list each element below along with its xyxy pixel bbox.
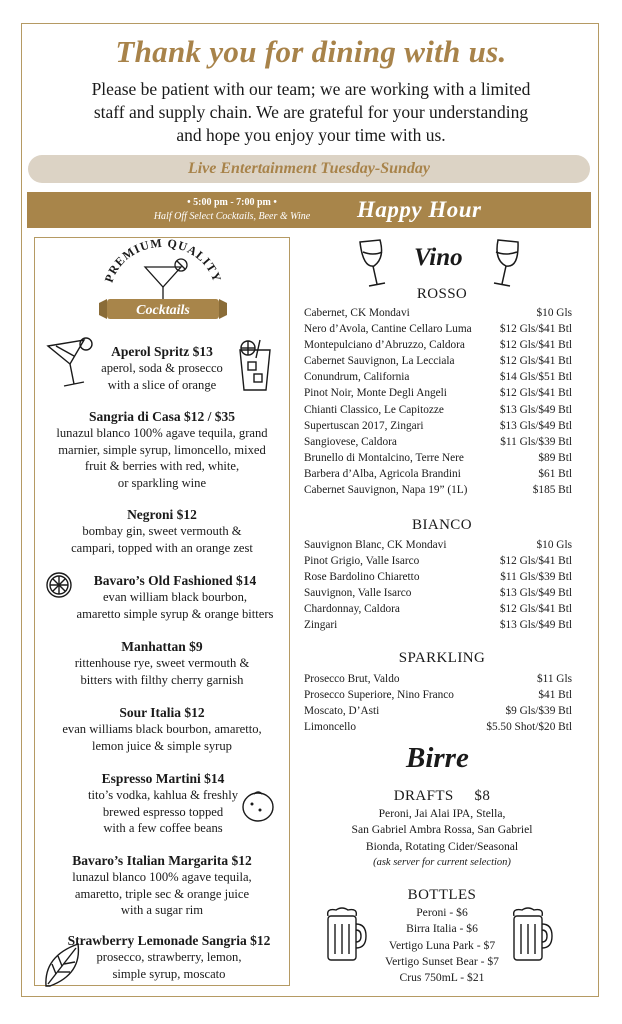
wine-glass-icon [488, 238, 524, 290]
intro-line: Please be patient with our team; we are working with a limited [91, 79, 531, 99]
wine-price: $12 Gls/$41 Btl [499, 355, 572, 368]
list-item [304, 305, 572, 321]
wine-price: $41 Btl [538, 689, 572, 702]
birre-title: Birre [406, 742, 469, 774]
list-item [304, 719, 572, 735]
wine-price: $11 Gls/$39 Btl [500, 571, 572, 584]
wine-price: $12 Gls/$41 Btl [499, 555, 572, 568]
cocktail-desc: amaretto, triple sec & orange juice [74, 886, 250, 901]
cocktail-item [38, 408, 286, 491]
wine-name: Prosecco Brut, Valdo [304, 673, 400, 685]
wine-price: $11 Gls [536, 673, 572, 685]
intro-text [40, 78, 582, 147]
cocktail-desc: fruit & berries with red, white, [84, 459, 240, 473]
wine-name: Supertuscan 2017, Zingari [304, 419, 424, 432]
cocktail-item [54, 770, 272, 837]
wine-name: Zingari [304, 619, 338, 632]
list-item [304, 703, 572, 719]
wine-price: $10 Gls [536, 307, 572, 319]
wine-name: Montepulciano d’Abruzzo, Caldora [304, 339, 465, 352]
wine-price: $13 Gls/$49 Btl [499, 587, 572, 600]
wine-price: $12 Gls/$41 Btl [499, 387, 572, 400]
wine-name: Nero d’Avola, Cantine Cellaro Luma [304, 323, 472, 336]
drafts-line: Peroni, Jai Alai IPA, Stella, [378, 807, 506, 820]
cocktail-item [38, 638, 286, 688]
cocktail-desc: rittenhouse rye, sweet vermouth & [74, 656, 250, 670]
cocktail-desc: with a slice of orange [107, 377, 217, 392]
wine-name: Chianti Classico, Le Capitozze [304, 403, 444, 416]
wine-price: $12 Gls/$41 Btl [499, 323, 572, 336]
wine-name: Cabernet Sauvignon, Napa 19” (1L) [304, 484, 468, 497]
cocktail-desc: marnier, simple syrup, limoncello, mixed [58, 442, 266, 457]
cocktail-name: Aperol Spritz $13 [111, 344, 213, 359]
cocktail-item [50, 932, 288, 982]
cocktail-item [98, 343, 226, 393]
cocktail-desc: or sparkling wine [117, 475, 207, 490]
cocktail-name: Manhattan $9 [121, 639, 203, 654]
page-title: Thank you for dining with us. [115, 34, 507, 69]
cocktail-desc: amaretto simple syrup & orange bitters [76, 606, 274, 621]
beer-mug-icon [510, 906, 558, 964]
wine-price: $13 Gls/$49 Btl [499, 619, 572, 632]
rosso-heading: ROSSO [416, 286, 468, 302]
cocktail-name: Bavaro’s Old Fashioned $14 [93, 573, 257, 588]
cocktail-desc: tito’s vodka, kahlua & freshly [87, 788, 239, 802]
wine-price: $10 Gls [536, 539, 572, 551]
happy-hour-title: Happy Hour [357, 197, 482, 222]
cocktails-badge [93, 237, 233, 327]
wine-name: Sauvignon, Valle Isarco [304, 587, 412, 600]
wine-price: $9 Gls/$39 Btl [505, 705, 572, 718]
cocktail-name: Sangria di Casa $12 / $35 [89, 409, 235, 424]
cocktail-item [38, 852, 286, 919]
bottles-heading: BOTTLES [407, 887, 477, 903]
bottle-item: Vertigo Luna Park - $7 [388, 938, 496, 952]
sparkling-list [304, 671, 572, 735]
bottle-item: Peroni - $6 [416, 906, 468, 919]
list-item [304, 450, 572, 466]
wine-name: Conundrum, California [304, 371, 410, 384]
badge-label: Cocktails [136, 303, 190, 318]
list-item [304, 482, 572, 498]
wine-glass-icon [355, 238, 391, 290]
list-item [304, 687, 572, 703]
wine-price: $12 Gls/$41 Btl [499, 603, 572, 616]
list-item [304, 337, 572, 353]
wine-price: $89 Btl [538, 451, 572, 464]
drafts-section [300, 786, 584, 871]
cocktail-desc: simple syrup, moscato [112, 966, 226, 981]
cocktail-desc: with a sugar rim [120, 903, 204, 917]
wine-price: $5.50 Shot/$20 Btl [486, 721, 572, 734]
list-item [304, 601, 572, 617]
wine-price: $11 Gls/$39 Btl [500, 435, 572, 448]
wine-name: Moscato, D’Asti [304, 705, 380, 718]
list-item [304, 617, 572, 633]
list-item [304, 553, 572, 569]
happy-hour-offer: Half Off Select Cocktails, Beer & Wine [153, 211, 311, 222]
happy-hour-time: • 5:00 pm - 7:00 pm • [187, 197, 277, 208]
cocktail-desc: bombay gin, sweet vermouth & [82, 524, 242, 538]
bianco-list [304, 537, 572, 634]
list-item [304, 671, 572, 687]
drafts-heading [300, 786, 584, 806]
cocktail-desc: evan william black bourbon, [102, 590, 248, 604]
list-item [304, 385, 572, 401]
list-item [304, 537, 572, 553]
cocktail-item [60, 572, 290, 622]
cocktail-desc: lemon juice & simple syrup [92, 738, 232, 753]
wine-name: Cabernet, CK Mondavi [304, 307, 410, 319]
drafts-line: Bionda, Rotating Cider/Seasonal [365, 839, 519, 853]
wine-name: Rose Bardolino Chiaretto [304, 571, 420, 584]
cocktail-name: Sour Italia $12 [119, 705, 205, 720]
cocktail-item [38, 704, 286, 754]
list-item [304, 353, 572, 369]
cocktail-desc: lunazul blanco 100% agave tequila, grand [56, 426, 268, 440]
wine-name: Pinot Grigio, Valle Isarco [304, 555, 420, 568]
martini-glass-icon [44, 336, 96, 390]
vino-title: Vino [414, 244, 463, 271]
badge-top-text: PREMIUM QUALITY [101, 237, 225, 285]
citrus-drink-icon [234, 338, 274, 394]
entertainment-banner: Live Entertainment Tuesday-Sunday [28, 155, 590, 183]
wine-name: Chardonnay, Caldora [304, 603, 400, 616]
cocktail-desc: aperol, soda & prosecco [101, 361, 223, 375]
drafts-price: $8 [474, 788, 491, 804]
bottles-section [350, 886, 534, 986]
sparkling-heading: SPARKLING [398, 650, 486, 666]
list-item [304, 402, 572, 418]
badge-martini-icon [145, 259, 187, 300]
wine-name: Prosecco Superiore, Nino Franco [304, 689, 454, 702]
cocktail-desc: bitters with filthy cherry garnish [80, 672, 244, 687]
list-item [304, 418, 572, 434]
drafts-label: DRAFTS [393, 788, 454, 804]
list-item [304, 434, 572, 450]
wine-name: Pinot Noir, Monte Degli Angeli [304, 387, 447, 400]
list-item [304, 585, 572, 601]
wine-name: Limoncello [304, 721, 357, 734]
cocktail-item [38, 506, 286, 556]
cocktail-desc: with a few coffee beans [103, 821, 223, 835]
list-item [304, 369, 572, 385]
wine-price: $13 Gls/$49 Btl [499, 403, 572, 416]
wine-name: Sauvignon Blanc, CK Mondavi [304, 539, 447, 551]
cocktail-desc: brewed espresso topped [102, 804, 224, 819]
bottle-item: Crus 750mL - $21 [399, 971, 485, 985]
cocktail-desc: lunazul blanco 100% agave tequila, [72, 870, 252, 884]
bottle-item: Birra Italia - $6 [406, 922, 478, 936]
drafts-note: (ask server for current selection) [373, 857, 511, 869]
svg-text:PREMIUM QUALITY [102, 237, 225, 284]
cocktail-desc: prosecco, strawberry, lemon, [96, 950, 242, 964]
intro-line: and hope you enjoy your time with us. [176, 125, 446, 145]
list-item [304, 321, 572, 337]
wine-price: $14 Gls/$51 Btl [499, 371, 572, 384]
cocktail-desc: evan williams black bourbon, amaretto, [62, 722, 262, 736]
list-item [304, 569, 572, 585]
wine-name: Sangiovese, Caldora [304, 435, 397, 448]
bottle-item: Vertigo Sunset Bear - $7 [385, 954, 499, 968]
intro-line: staff and supply chain. We are grateful for your understanding [93, 102, 529, 122]
wine-price: $185 Btl [532, 484, 572, 497]
wine-price: $61 Btl [538, 467, 572, 480]
wine-name: Brunello di Montalcino, Terre Nere [304, 451, 464, 464]
rosso-list [304, 305, 572, 498]
happy-hour-bar [27, 192, 591, 228]
drafts-line: San Gabriel Ambra Rossa, San Gabriel [351, 823, 533, 837]
cocktail-name: Strawberry Lemonade Sangria $12 [67, 933, 271, 948]
wine-price: $12 Gls/$41 Btl [499, 339, 572, 352]
cocktail-name: Negroni $12 [127, 507, 197, 522]
wine-price: $13 Gls/$49 Btl [499, 419, 572, 432]
cocktail-name: Espresso Martini $14 [101, 771, 225, 786]
cocktail-desc: campari, topped with an orange zest [71, 540, 253, 555]
list-item [304, 466, 572, 482]
bianco-heading: BIANCO [412, 517, 472, 533]
wine-name: Cabernet Sauvignon, La Lecciala [304, 355, 455, 368]
wine-name: Barbera d’Alba, Agricola Brandini [304, 467, 461, 480]
cocktail-name: Bavaro’s Italian Margarita $12 [72, 853, 252, 868]
